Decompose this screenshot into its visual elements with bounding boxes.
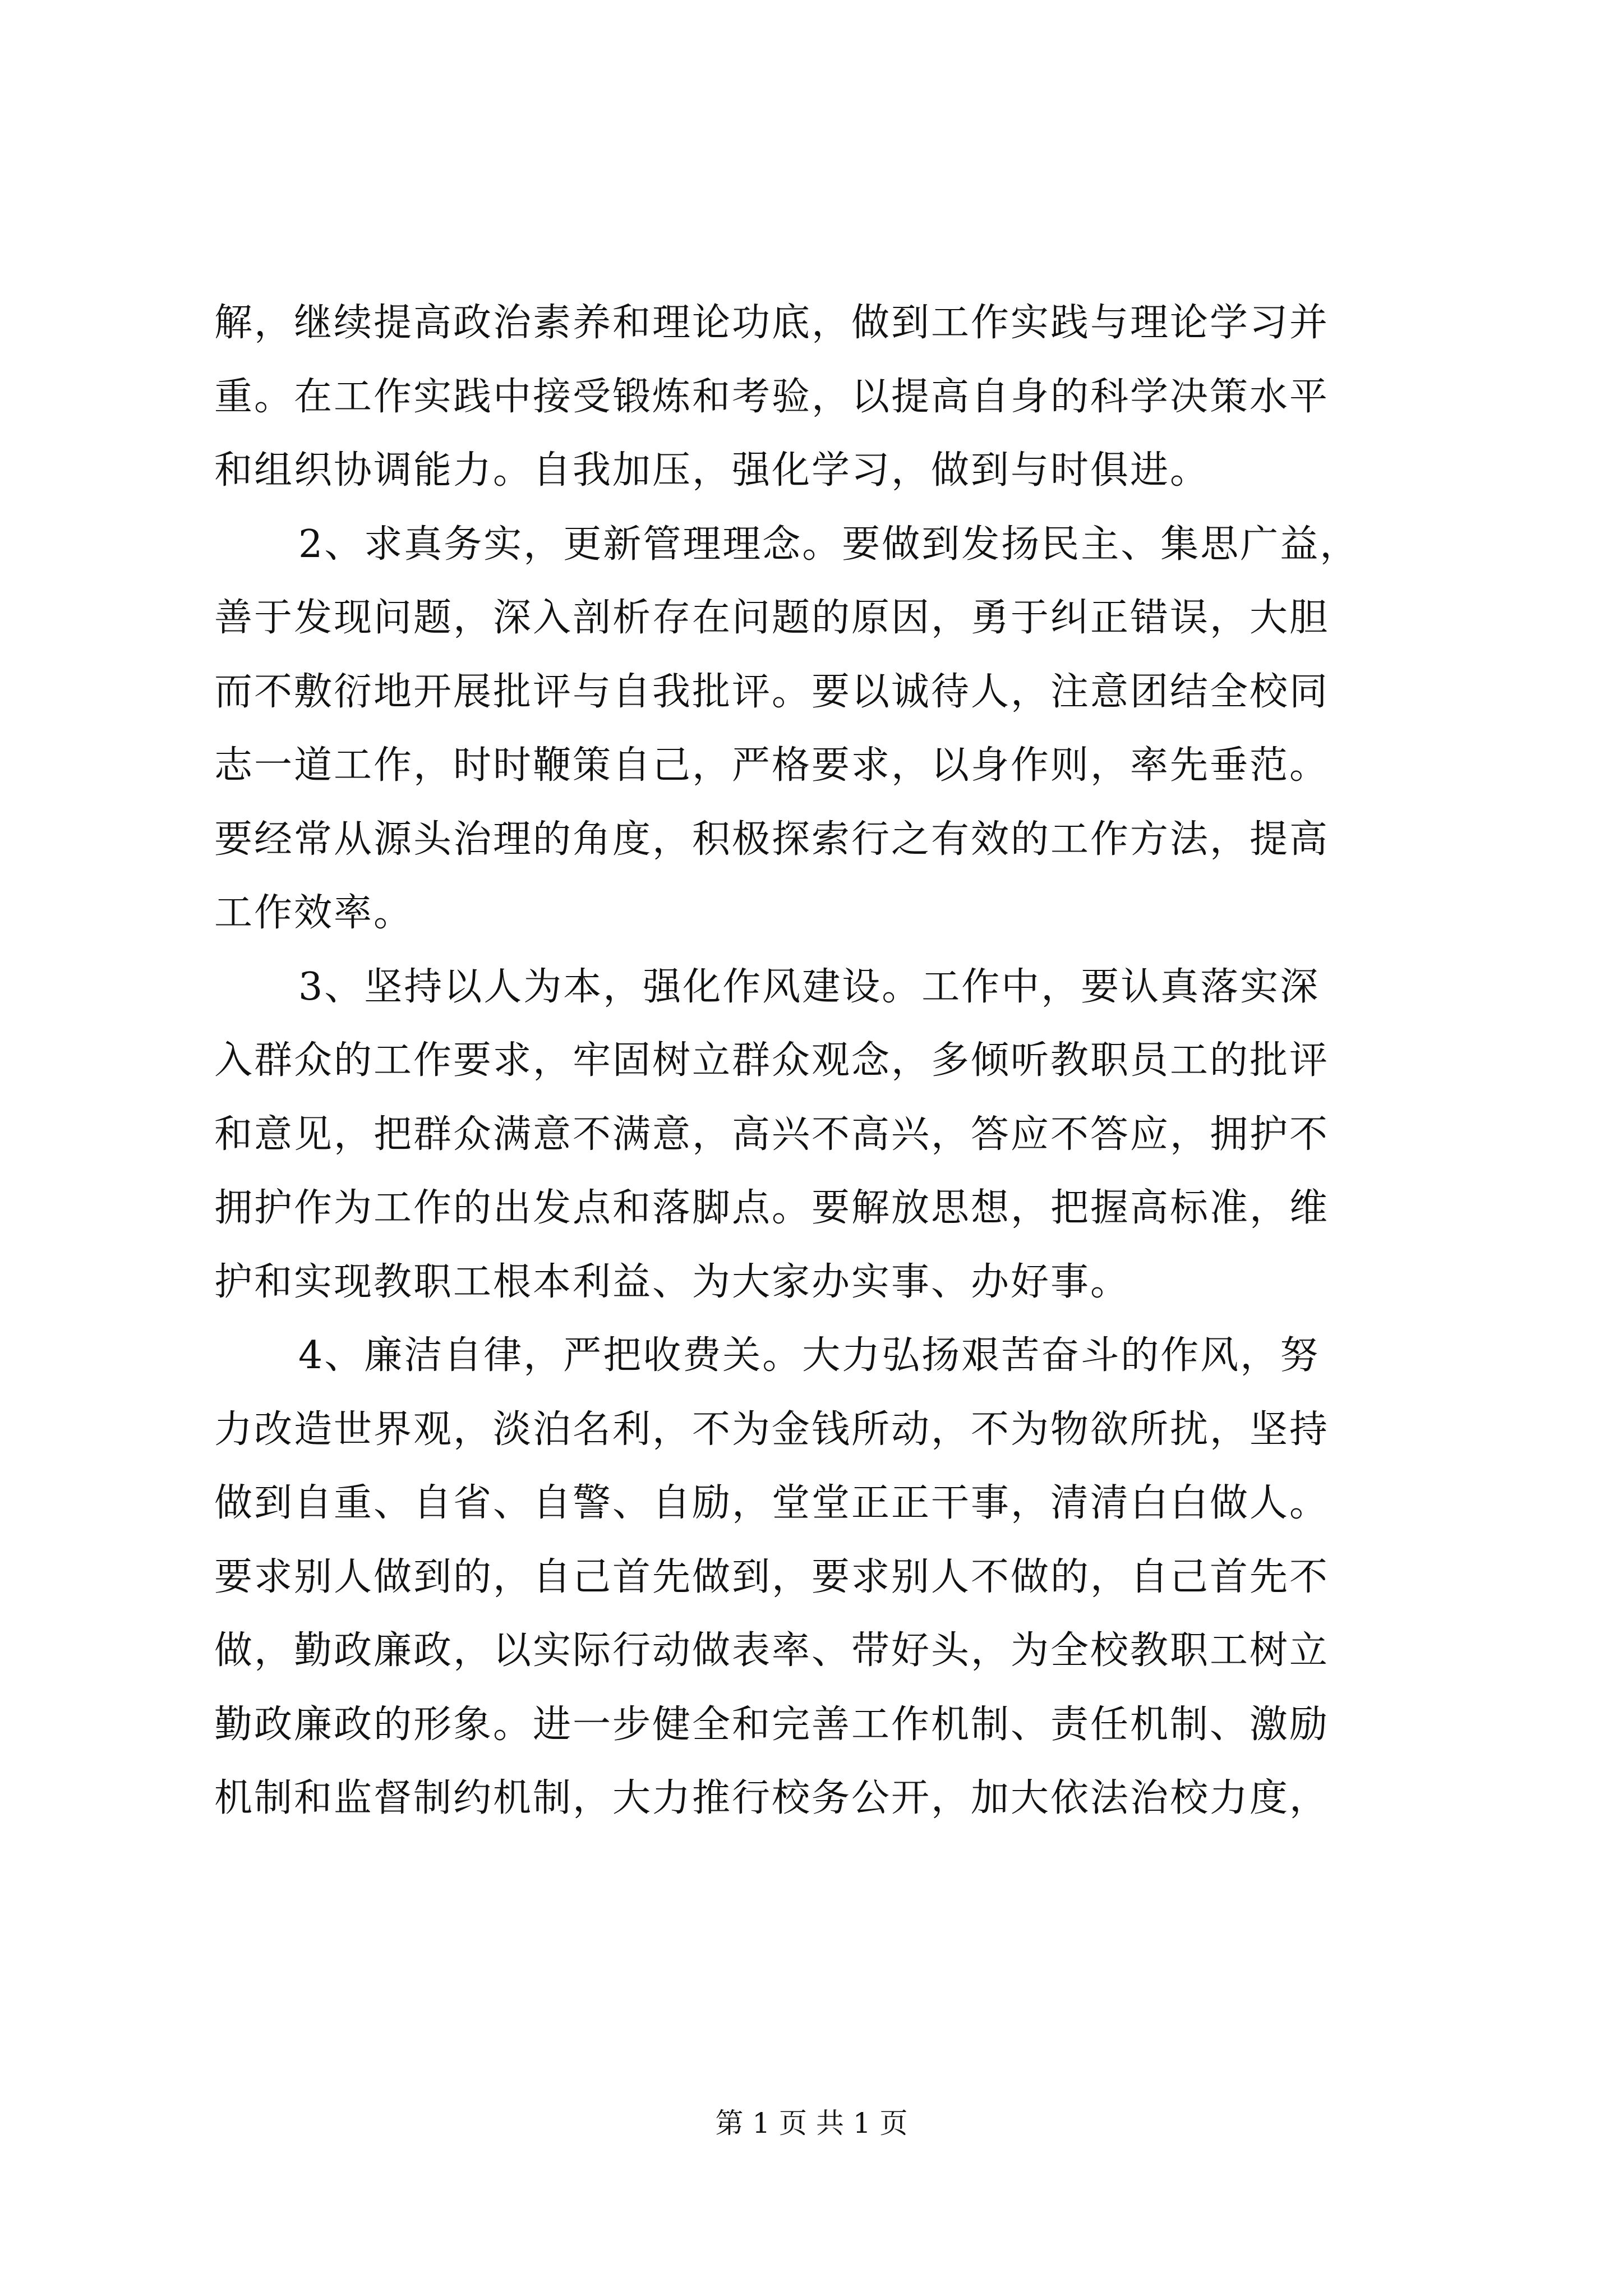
paragraph-start-line: 3、坚持以人为本，强化作风建设。工作中，要认真落实深 (298, 964, 1320, 1009)
text-line: 做，勤政廉政，以实际行动做表率、带好头，为全校教职工树立 (214, 1628, 1330, 1673)
text-line: 工作效率。 (214, 891, 414, 935)
text-line: 机制和监督制约机制，大力推行校务公开，加大依法治校力度， (214, 1776, 1330, 1820)
text-line: 入群众的工作要求，牢固树立群众观念，多倾听教职员工的批评 (214, 1038, 1330, 1083)
text-line: 志一道工作，时时鞭策自己，严格要求，以身作则，率先垂范。 (214, 743, 1330, 788)
paragraph-start-line: 4、廉洁自律，严把收费关。大力弘扬艰苦奋斗的作风，努 (298, 1333, 1320, 1378)
text-line: 要求别人做到的，自己首先做到，要求别人不做的，自己首先不 (214, 1554, 1330, 1599)
text-line: 要经常从源头治理的角度，积极探索行之有效的工作方法，提高 (214, 817, 1330, 862)
text-line: 解，继续提高政治素养和理论功底，做到工作实践与理论学习并 (214, 301, 1330, 345)
text-line: 勤政廉政的形象。进一步健全和完善工作机制、责任机制、激励 (214, 1702, 1330, 1747)
text-line: 护和实现教职工根本利益、为大家办实事、办好事。 (214, 1259, 1131, 1304)
text-line: 和意见，把群众满意不满意，高兴不高兴，答应不答应，拥护不 (214, 1112, 1330, 1157)
text-line: 重。在工作实践中接受锻炼和考验，以提高自身的科学决策水平 (214, 374, 1330, 419)
text-line: 而不敷衍地开展批评与自我批评。要以诚待人，注意团结全校同 (214, 669, 1330, 714)
text-line: 和组织协调能力。自我加压，强化学习，做到与时俱进。 (214, 448, 1210, 493)
text-line: 力改造世界观，淡泊名利，不为金钱所动，不为物欲所扰，坚持 (214, 1407, 1330, 1452)
text-line: 拥护作为工作的出发点和落脚点。要解放思想，把握高标准，维 (214, 1186, 1330, 1230)
text-line: 善于发现问题，深入剖析存在问题的原因，勇于纠正错误，大胆 (214, 596, 1330, 640)
document-body (214, 286, 1448, 1835)
paragraph-start-line: 2、求真务实，更新管理理念。要做到发扬民主、集思广益， (298, 522, 1360, 567)
text-line: 做到自重、自省、自警、自励，堂堂正正干事，清清白白做人。 (214, 1481, 1330, 1525)
page-number-footer: 第 1 页 共 1 页 (715, 2107, 908, 2139)
